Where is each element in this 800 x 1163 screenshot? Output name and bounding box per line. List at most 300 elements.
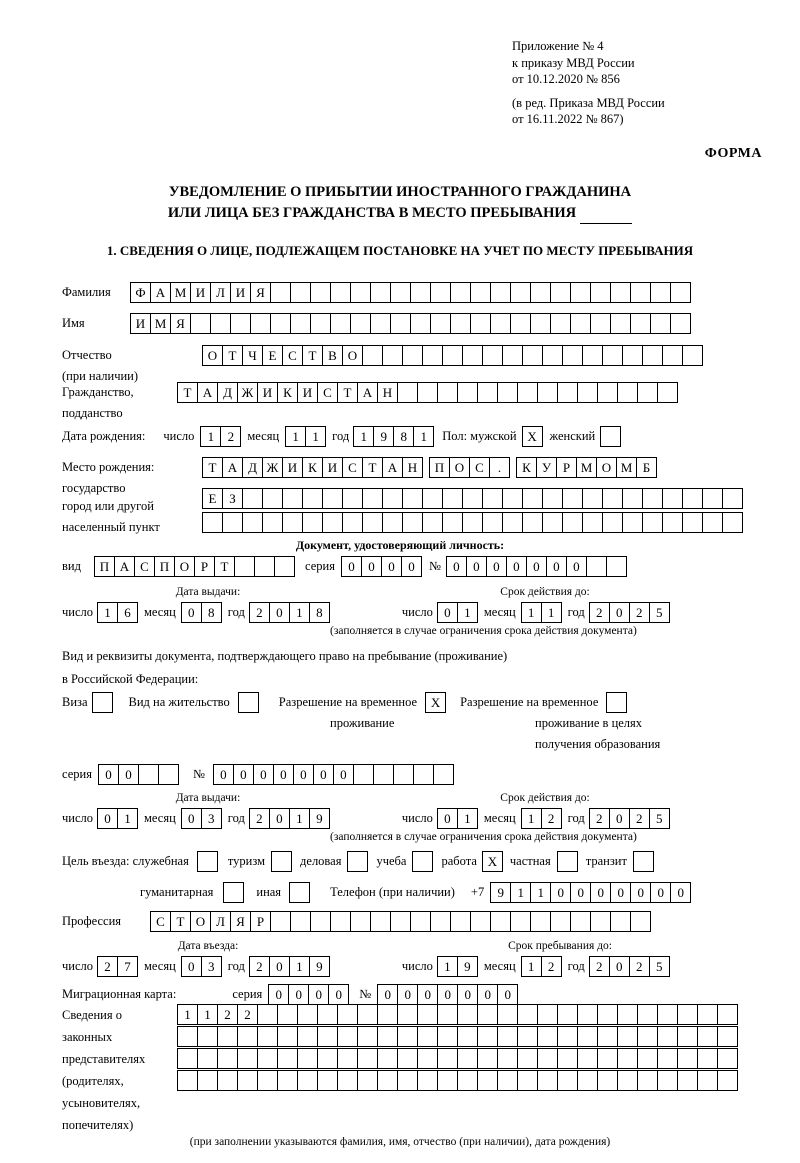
- cell[interactable]: С: [282, 345, 303, 366]
- legal-rep-input-1[interactable]: [177, 1004, 738, 1025]
- cell[interactable]: 1: [197, 1004, 218, 1025]
- cell[interactable]: [697, 1004, 718, 1025]
- cell[interactable]: 0: [381, 556, 402, 577]
- cell[interactable]: 1: [305, 426, 326, 447]
- cell[interactable]: 8: [393, 426, 414, 447]
- cell[interactable]: [682, 488, 703, 509]
- cell[interactable]: [502, 512, 523, 533]
- cell[interactable]: [350, 313, 371, 334]
- cell[interactable]: 0: [273, 764, 294, 785]
- cell[interactable]: [177, 1026, 198, 1047]
- cell[interactable]: А: [197, 382, 218, 403]
- cell[interactable]: А: [150, 282, 171, 303]
- cell[interactable]: 2: [541, 956, 562, 977]
- cell[interactable]: [442, 512, 463, 533]
- cell[interactable]: 0: [526, 556, 547, 577]
- cell[interactable]: 8: [309, 602, 330, 623]
- cell[interactable]: П: [429, 457, 450, 478]
- cell[interactable]: 0: [377, 984, 398, 1005]
- cell[interactable]: [502, 488, 523, 509]
- cell[interactable]: Б: [636, 457, 657, 478]
- cell[interactable]: [430, 282, 451, 303]
- cell[interactable]: [602, 512, 623, 533]
- cell[interactable]: 1: [521, 602, 542, 623]
- cell[interactable]: [582, 488, 603, 509]
- cell[interactable]: 0: [293, 764, 314, 785]
- cell[interactable]: [417, 1004, 438, 1025]
- cell[interactable]: [606, 556, 627, 577]
- migration-series-input[interactable]: [268, 984, 349, 1005]
- cell[interactable]: [217, 1070, 238, 1091]
- cell[interactable]: [393, 764, 414, 785]
- stay-valid-month-input[interactable]: [521, 808, 562, 829]
- cell[interactable]: [402, 488, 423, 509]
- cell[interactable]: [302, 488, 323, 509]
- cell[interactable]: М: [150, 313, 171, 334]
- cell[interactable]: Р: [250, 911, 271, 932]
- cell[interactable]: [310, 911, 331, 932]
- cell[interactable]: 9: [309, 808, 330, 829]
- cell[interactable]: [237, 1048, 258, 1069]
- cell[interactable]: [470, 911, 491, 932]
- cell[interactable]: [422, 345, 443, 366]
- cell[interactable]: [570, 313, 591, 334]
- cell[interactable]: [617, 382, 638, 403]
- purpose-work-checkbox[interactable]: X: [482, 851, 503, 872]
- birth-day-input[interactable]: [200, 426, 241, 447]
- cell[interactable]: 1: [177, 1004, 198, 1025]
- cell[interactable]: [530, 282, 551, 303]
- cell[interactable]: 0: [610, 882, 631, 903]
- cell[interactable]: [550, 313, 571, 334]
- cell[interactable]: [370, 282, 391, 303]
- cell[interactable]: [582, 345, 603, 366]
- cell[interactable]: [430, 911, 451, 932]
- cell[interactable]: 1: [457, 808, 478, 829]
- cell[interactable]: [457, 1004, 478, 1025]
- cell[interactable]: [342, 488, 363, 509]
- cell[interactable]: 2: [249, 956, 270, 977]
- cell[interactable]: Я: [230, 911, 251, 932]
- edu-residence-checkbox[interactable]: [606, 692, 627, 713]
- cell[interactable]: 0: [269, 956, 290, 977]
- cell[interactable]: [557, 1004, 578, 1025]
- cell[interactable]: [234, 556, 255, 577]
- cell[interactable]: Я: [170, 313, 191, 334]
- cell[interactable]: [497, 1004, 518, 1025]
- cell[interactable]: [290, 313, 311, 334]
- cell[interactable]: Т: [214, 556, 235, 577]
- cell[interactable]: 1: [437, 956, 458, 977]
- cell[interactable]: 0: [670, 882, 691, 903]
- cell[interactable]: [510, 313, 531, 334]
- cell[interactable]: [437, 1070, 458, 1091]
- cell[interactable]: 1: [353, 426, 374, 447]
- valid-month-input[interactable]: [521, 602, 562, 623]
- cell[interactable]: К: [302, 457, 323, 478]
- cell[interactable]: [477, 1070, 498, 1091]
- cell[interactable]: 2: [629, 956, 650, 977]
- cell[interactable]: [702, 488, 723, 509]
- cell[interactable]: 5: [649, 956, 670, 977]
- cell[interactable]: [590, 313, 611, 334]
- cell[interactable]: [617, 1048, 638, 1069]
- cell[interactable]: [390, 911, 411, 932]
- purpose-service-checkbox[interactable]: [197, 851, 218, 872]
- cell[interactable]: [362, 488, 383, 509]
- cell[interactable]: [490, 313, 511, 334]
- cell[interactable]: [630, 911, 651, 932]
- cell[interactable]: [353, 764, 374, 785]
- cell[interactable]: [610, 911, 631, 932]
- cell[interactable]: 7: [117, 956, 138, 977]
- cell[interactable]: [417, 382, 438, 403]
- cell[interactable]: [557, 1048, 578, 1069]
- cell[interactable]: [702, 512, 723, 533]
- cell[interactable]: [570, 911, 591, 932]
- cell[interactable]: [457, 1070, 478, 1091]
- cell[interactable]: [650, 313, 671, 334]
- cell[interactable]: [177, 1070, 198, 1091]
- cell[interactable]: Т: [170, 911, 191, 932]
- cell[interactable]: [470, 282, 491, 303]
- cell[interactable]: [197, 1026, 218, 1047]
- cell[interactable]: [350, 282, 371, 303]
- cell[interactable]: 2: [589, 808, 610, 829]
- cell[interactable]: [577, 382, 598, 403]
- cell[interactable]: 0: [213, 764, 234, 785]
- cell[interactable]: [210, 313, 231, 334]
- identity-number-input[interactable]: [446, 556, 627, 577]
- cell[interactable]: 1: [413, 426, 434, 447]
- cell[interactable]: [602, 345, 623, 366]
- cell[interactable]: [637, 1004, 658, 1025]
- cell[interactable]: 9: [373, 426, 394, 447]
- cell[interactable]: [497, 1070, 518, 1091]
- birth-place-input-1[interactable]: [202, 457, 657, 478]
- cell[interactable]: [457, 1026, 478, 1047]
- birth-place-name-group[interactable]: [516, 457, 657, 478]
- cell[interactable]: [622, 488, 643, 509]
- cell[interactable]: [717, 1048, 738, 1069]
- cell[interactable]: [397, 1048, 418, 1069]
- cell[interactable]: 0: [609, 602, 630, 623]
- legal-rep-input-3[interactable]: [177, 1048, 738, 1069]
- cell[interactable]: [517, 1004, 538, 1025]
- cell[interactable]: 0: [253, 764, 274, 785]
- stay-until-year-input[interactable]: [589, 956, 670, 977]
- cell[interactable]: Ж: [237, 382, 258, 403]
- cell[interactable]: 0: [417, 984, 438, 1005]
- cell[interactable]: [577, 1026, 598, 1047]
- cell[interactable]: [537, 382, 558, 403]
- cell[interactable]: [697, 1048, 718, 1069]
- stay-issue-year-input[interactable]: [249, 808, 330, 829]
- cell[interactable]: 0: [609, 956, 630, 977]
- stay-number-input[interactable]: [213, 764, 454, 785]
- cell[interactable]: [377, 1048, 398, 1069]
- cell[interactable]: [217, 1048, 238, 1069]
- cell[interactable]: [317, 1048, 338, 1069]
- cell[interactable]: [317, 1070, 338, 1091]
- cell[interactable]: [522, 512, 543, 533]
- sex-female-checkbox[interactable]: [600, 426, 621, 447]
- cell[interactable]: 0: [590, 882, 611, 903]
- cell[interactable]: [657, 1026, 678, 1047]
- cell[interactable]: И: [297, 382, 318, 403]
- cell[interactable]: [437, 1026, 458, 1047]
- cell[interactable]: 2: [589, 602, 610, 623]
- cell[interactable]: [410, 911, 431, 932]
- cell[interactable]: 0: [486, 556, 507, 577]
- cell[interactable]: Е: [202, 488, 223, 509]
- cell[interactable]: [557, 382, 578, 403]
- cell[interactable]: [562, 345, 583, 366]
- identity-series-input[interactable]: [341, 556, 422, 577]
- cell[interactable]: [357, 1070, 378, 1091]
- identity-kind-input[interactable]: [94, 556, 295, 577]
- cell[interactable]: [397, 1026, 418, 1047]
- cell[interactable]: [642, 512, 663, 533]
- cell[interactable]: [717, 1070, 738, 1091]
- cell[interactable]: 1: [285, 426, 306, 447]
- cell[interactable]: М: [616, 457, 637, 478]
- birth-place-country-group[interactable]: [202, 457, 423, 478]
- cell[interactable]: [482, 488, 503, 509]
- cell[interactable]: [230, 313, 251, 334]
- cell[interactable]: 2: [629, 808, 650, 829]
- cell[interactable]: [470, 313, 491, 334]
- cell[interactable]: Д: [242, 457, 263, 478]
- cell[interactable]: [457, 1048, 478, 1069]
- cell[interactable]: 0: [401, 556, 422, 577]
- cell[interactable]: [597, 1048, 618, 1069]
- cell[interactable]: [297, 1004, 318, 1025]
- cell[interactable]: [522, 345, 543, 366]
- legal-rep-input-2[interactable]: [177, 1026, 738, 1047]
- cell[interactable]: А: [222, 457, 243, 478]
- purpose-tourism-checkbox[interactable]: [271, 851, 292, 872]
- cell[interactable]: [602, 488, 623, 509]
- cell[interactable]: [617, 1026, 638, 1047]
- cell[interactable]: [457, 382, 478, 403]
- cell[interactable]: [237, 1070, 258, 1091]
- cell[interactable]: 9: [457, 956, 478, 977]
- cell[interactable]: [610, 313, 631, 334]
- cell[interactable]: [402, 345, 423, 366]
- cell[interactable]: А: [357, 382, 378, 403]
- cell[interactable]: [322, 512, 343, 533]
- cell[interactable]: [302, 512, 323, 533]
- cell[interactable]: 2: [589, 956, 610, 977]
- cell[interactable]: [330, 282, 351, 303]
- cell[interactable]: [222, 512, 243, 533]
- cell[interactable]: 5: [649, 808, 670, 829]
- stay-issue-month-input[interactable]: [181, 808, 222, 829]
- cell[interactable]: [462, 512, 483, 533]
- cell[interactable]: [722, 512, 743, 533]
- cell[interactable]: [450, 282, 471, 303]
- cell[interactable]: [257, 1026, 278, 1047]
- cell[interactable]: [717, 1004, 738, 1025]
- cell[interactable]: [342, 512, 363, 533]
- cell[interactable]: Я: [250, 282, 271, 303]
- cell[interactable]: [257, 1048, 278, 1069]
- cell[interactable]: [510, 282, 531, 303]
- cell[interactable]: [270, 282, 291, 303]
- birth-place-input-3[interactable]: [202, 512, 743, 533]
- cell[interactable]: А: [114, 556, 135, 577]
- cell[interactable]: [397, 1004, 418, 1025]
- cell[interactable]: 0: [466, 556, 487, 577]
- cell[interactable]: [390, 282, 411, 303]
- cell[interactable]: [630, 313, 651, 334]
- cell[interactable]: [622, 512, 643, 533]
- cell[interactable]: [257, 1004, 278, 1025]
- cell[interactable]: [637, 1026, 658, 1047]
- cell[interactable]: [277, 1048, 298, 1069]
- cell[interactable]: [510, 911, 531, 932]
- cell[interactable]: [257, 1070, 278, 1091]
- cell[interactable]: [317, 1004, 338, 1025]
- cell[interactable]: [450, 313, 471, 334]
- cell[interactable]: [382, 488, 403, 509]
- firstname-input[interactable]: [130, 313, 691, 334]
- cell[interactable]: [622, 345, 643, 366]
- cell[interactable]: [597, 1004, 618, 1025]
- cell[interactable]: 0: [609, 808, 630, 829]
- cell[interactable]: [537, 1048, 558, 1069]
- cell[interactable]: И: [257, 382, 278, 403]
- cell[interactable]: К: [277, 382, 298, 403]
- cell[interactable]: [550, 282, 571, 303]
- cell[interactable]: [537, 1070, 558, 1091]
- surname-input[interactable]: [130, 282, 691, 303]
- cell[interactable]: [570, 282, 591, 303]
- cell[interactable]: [597, 1070, 618, 1091]
- cell[interactable]: [670, 313, 691, 334]
- cell[interactable]: 0: [650, 882, 671, 903]
- cell[interactable]: [477, 1048, 498, 1069]
- valid-year-input[interactable]: [589, 602, 670, 623]
- cell[interactable]: [297, 1070, 318, 1091]
- birth-month-input[interactable]: [285, 426, 326, 447]
- cell[interactable]: [417, 1070, 438, 1091]
- purpose-other-checkbox[interactable]: [289, 882, 310, 903]
- cell[interactable]: И: [282, 457, 303, 478]
- cell[interactable]: [370, 313, 391, 334]
- cell[interactable]: [410, 282, 431, 303]
- cell[interactable]: [362, 512, 383, 533]
- cell[interactable]: С: [150, 911, 171, 932]
- cell[interactable]: 0: [268, 984, 289, 1005]
- cell[interactable]: [477, 382, 498, 403]
- cell[interactable]: [442, 488, 463, 509]
- cell[interactable]: [310, 313, 331, 334]
- cell[interactable]: [197, 1048, 218, 1069]
- cell[interactable]: [330, 911, 351, 932]
- cell[interactable]: [482, 345, 503, 366]
- cell[interactable]: О: [190, 911, 211, 932]
- cell[interactable]: [682, 512, 703, 533]
- cell[interactable]: [677, 1004, 698, 1025]
- cell[interactable]: [242, 512, 263, 533]
- cell[interactable]: Л: [210, 911, 231, 932]
- birth-place-input-2[interactable]: [202, 488, 743, 509]
- cell[interactable]: [417, 1026, 438, 1047]
- cell[interactable]: [562, 512, 583, 533]
- cell[interactable]: [497, 1026, 518, 1047]
- cell[interactable]: [277, 1004, 298, 1025]
- cell[interactable]: П: [94, 556, 115, 577]
- cell[interactable]: [517, 1048, 538, 1069]
- phone-input[interactable]: [490, 882, 691, 903]
- cell[interactable]: 2: [249, 602, 270, 623]
- cell[interactable]: [662, 512, 683, 533]
- valid-day-input[interactable]: [437, 602, 478, 623]
- residence-permit-checkbox[interactable]: [238, 692, 259, 713]
- cell[interactable]: 0: [630, 882, 651, 903]
- cell[interactable]: И: [322, 457, 343, 478]
- cell[interactable]: [322, 488, 343, 509]
- issue-year-input[interactable]: [249, 602, 330, 623]
- cell[interactable]: [377, 1004, 398, 1025]
- cell[interactable]: [290, 282, 311, 303]
- cell[interactable]: [502, 345, 523, 366]
- cell[interactable]: [537, 1026, 558, 1047]
- cell[interactable]: Ж: [262, 457, 283, 478]
- cell[interactable]: [530, 313, 551, 334]
- cell[interactable]: М: [170, 282, 191, 303]
- cell[interactable]: [254, 556, 275, 577]
- purpose-private-checkbox[interactable]: [557, 851, 578, 872]
- cell[interactable]: [517, 1070, 538, 1091]
- cell[interactable]: [657, 382, 678, 403]
- cell[interactable]: О: [174, 556, 195, 577]
- cell[interactable]: 0: [181, 602, 202, 623]
- cell[interactable]: .: [489, 457, 510, 478]
- cell[interactable]: [577, 1004, 598, 1025]
- cell[interactable]: Т: [302, 345, 323, 366]
- cell[interactable]: [202, 512, 223, 533]
- cell[interactable]: О: [202, 345, 223, 366]
- cell[interactable]: 0: [546, 556, 567, 577]
- cell[interactable]: [497, 1048, 518, 1069]
- cell[interactable]: [577, 1048, 598, 1069]
- visa-checkbox[interactable]: [92, 692, 113, 713]
- cell[interactable]: [617, 1070, 638, 1091]
- cell[interactable]: 0: [181, 956, 202, 977]
- cell[interactable]: [370, 911, 391, 932]
- cell[interactable]: 0: [437, 984, 458, 1005]
- cell[interactable]: [522, 488, 543, 509]
- cell[interactable]: [337, 1048, 358, 1069]
- cell[interactable]: [597, 1026, 618, 1047]
- cell[interactable]: 0: [328, 984, 349, 1005]
- cell[interactable]: [290, 911, 311, 932]
- cell[interactable]: [138, 764, 159, 785]
- cell[interactable]: [357, 1026, 378, 1047]
- cell[interactable]: [610, 282, 631, 303]
- cell[interactable]: 0: [288, 984, 309, 1005]
- legal-rep-input-4[interactable]: [177, 1070, 738, 1091]
- cell[interactable]: [642, 488, 663, 509]
- cell[interactable]: [586, 556, 607, 577]
- cell[interactable]: Р: [556, 457, 577, 478]
- cell[interactable]: 0: [437, 602, 458, 623]
- cell[interactable]: [282, 488, 303, 509]
- cell[interactable]: Р: [194, 556, 215, 577]
